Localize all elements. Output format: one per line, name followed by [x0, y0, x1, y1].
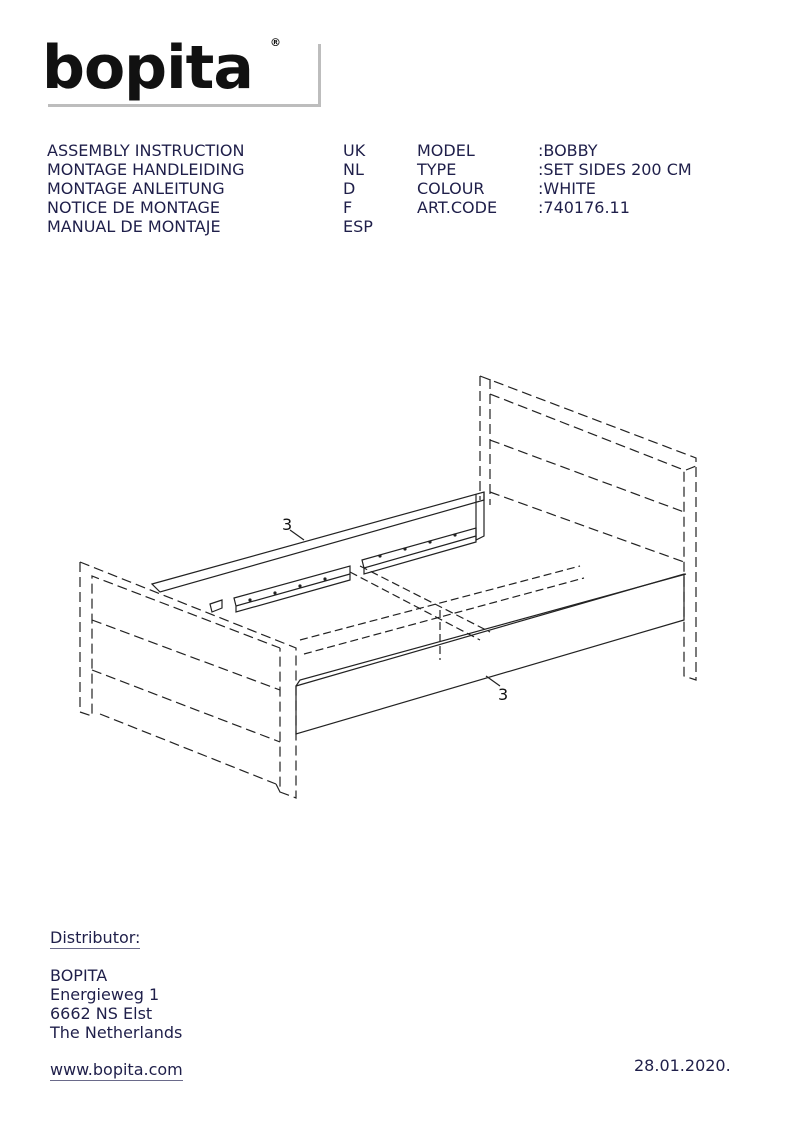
product-keys: [417, 141, 497, 217]
language-code: UK: [343, 141, 366, 160]
address-line: 6662 NS Elst: [50, 1004, 153, 1023]
part-label-bottom: 3: [498, 685, 509, 704]
language-code: F: [343, 198, 353, 217]
language-code: D: [343, 179, 356, 198]
product-value-model: :BOBBY: [538, 141, 598, 160]
address-line: The Netherlands: [50, 1023, 183, 1042]
distributor-label: Distributor:: [50, 928, 141, 947]
bopita-logo: [42, 30, 282, 110]
address-line: Energieweg 1: [50, 985, 160, 1004]
product-value-colour: :WHITE: [538, 179, 596, 198]
logo-shadow-side: [318, 44, 321, 107]
side-rail-back: [152, 492, 484, 592]
language-title: MONTAGE ANLEITUNG: [47, 179, 225, 198]
product-value-type: :SET SIDES 200 CM: [538, 160, 692, 179]
language-title: MANUAL DE MONTAJE: [47, 217, 221, 236]
product-values: [538, 141, 692, 217]
distributor-address: [50, 966, 182, 1042]
language-title: ASSEMBLY INSTRUCTION: [47, 141, 245, 160]
website-link[interactable]: www.bopita.com: [50, 1060, 183, 1079]
product-key-colour: COLOUR: [417, 179, 485, 198]
slat-support-right: [362, 528, 476, 574]
language-title: MONTAGE HANDLEIDING: [47, 160, 245, 179]
headboard: [480, 376, 696, 680]
language-code: NL: [343, 160, 364, 179]
product-key-type: TYPE: [417, 160, 457, 179]
footboard: [80, 562, 296, 798]
registered-mark: ®: [270, 36, 281, 49]
bed-assembly-drawing: [60, 360, 710, 810]
logo-text: bopita: [42, 33, 253, 103]
language-codes: [343, 141, 373, 236]
side-rail-front: [296, 574, 686, 734]
slats: [300, 566, 584, 660]
slat-support-left: [210, 566, 350, 612]
product-key-artcode: ART.CODE: [417, 198, 498, 217]
language-code: ESP: [343, 217, 373, 236]
product-key-model: MODEL: [417, 141, 475, 160]
bolt-holes: [248, 533, 456, 601]
product-value-artcode: :740176.11: [538, 198, 630, 217]
document-date: 28.01.2020.: [634, 1056, 731, 1075]
address-line: BOPITA: [50, 966, 108, 985]
part-label-top: 3: [282, 515, 293, 534]
language-titles: [47, 141, 245, 236]
language-title: NOTICE DE MONTAGE: [47, 198, 221, 217]
